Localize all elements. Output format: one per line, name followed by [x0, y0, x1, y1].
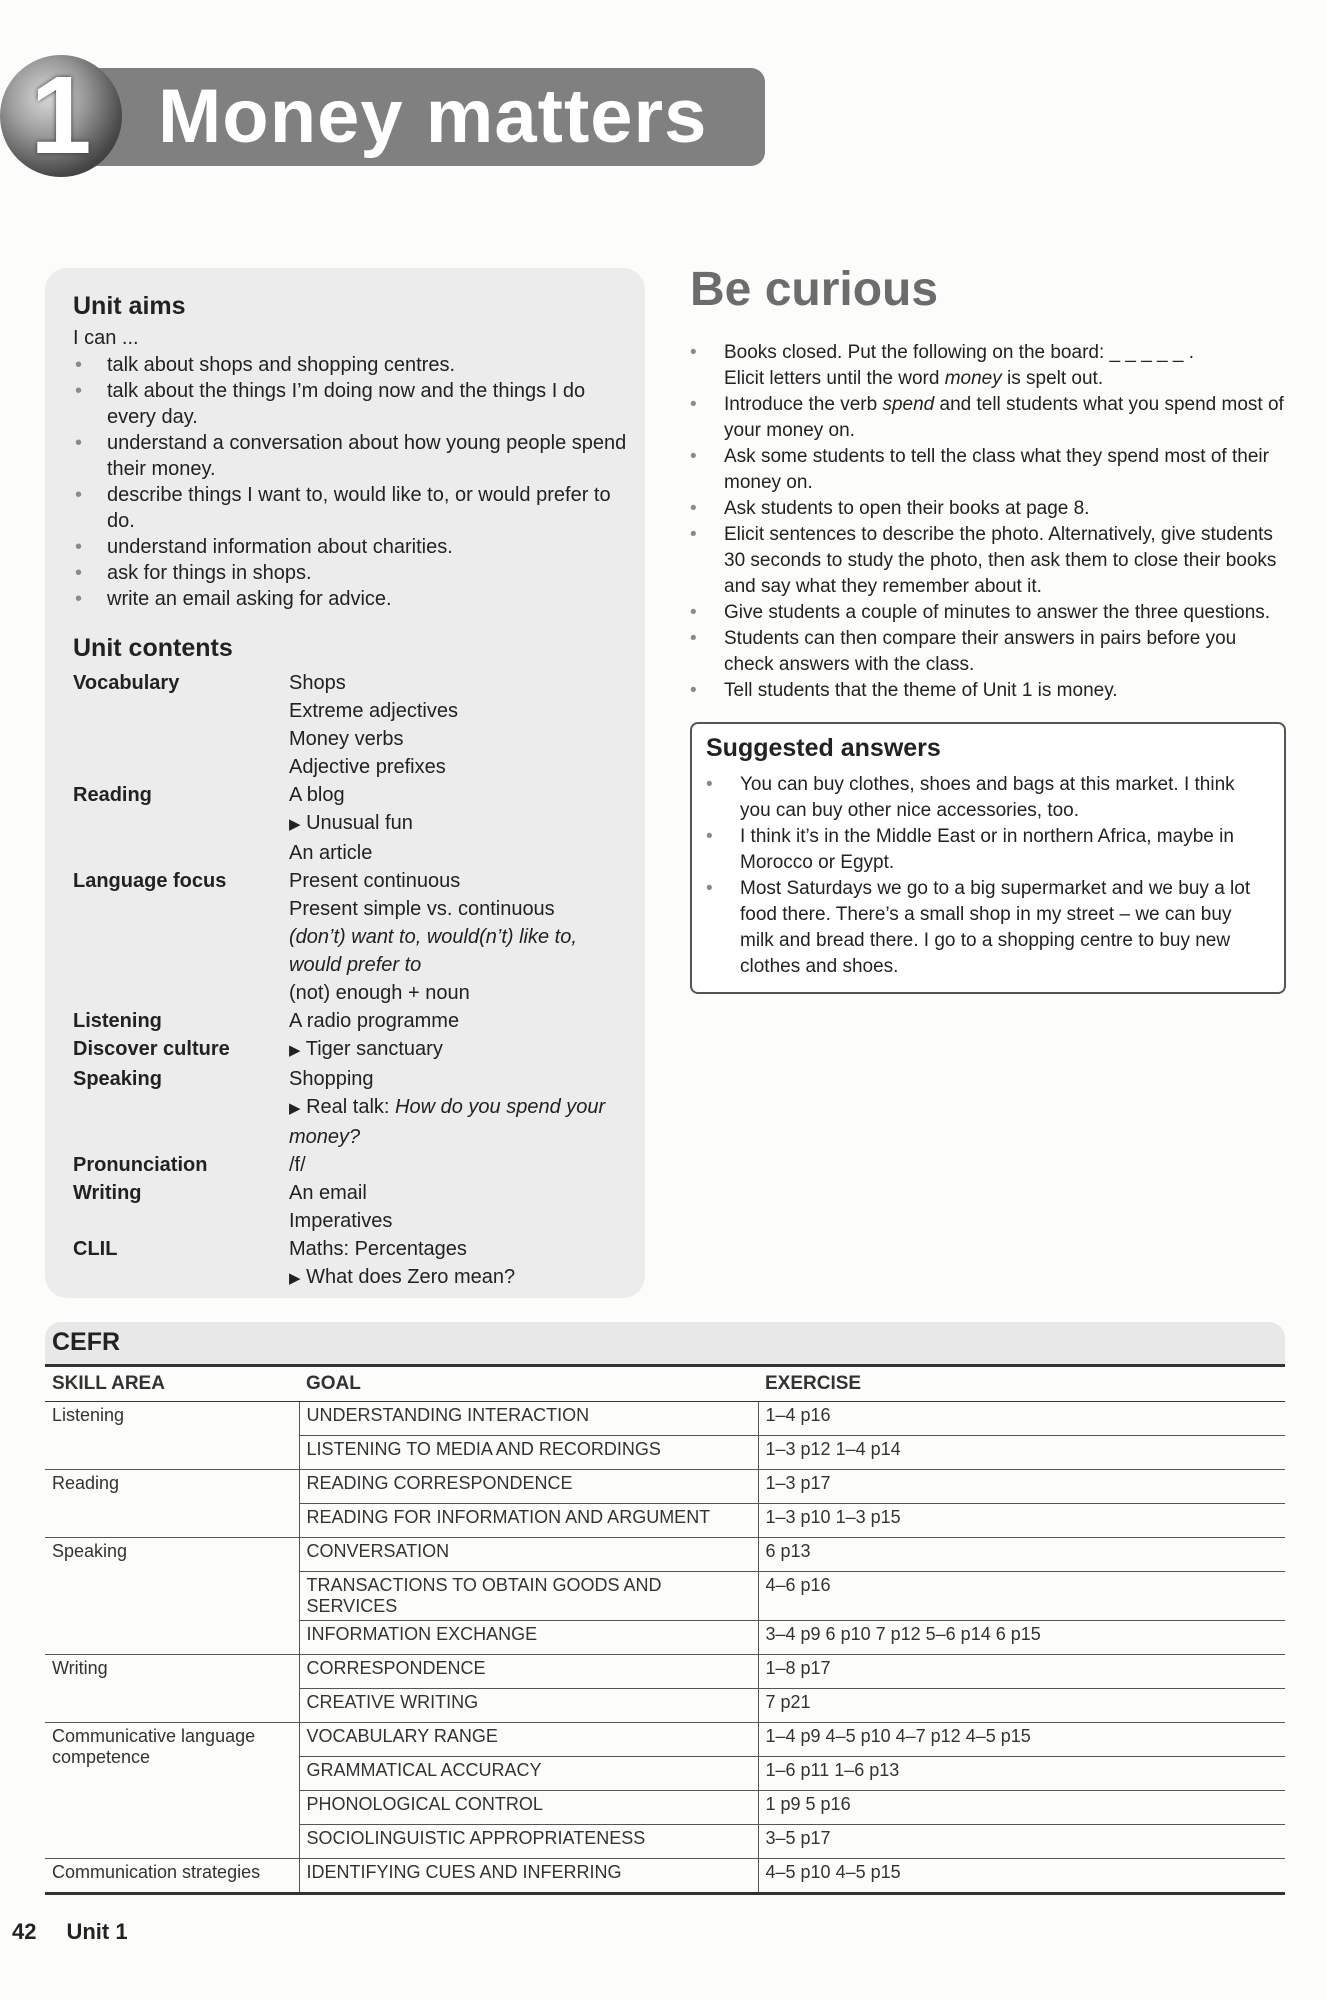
- list-item: • Students can then compare their answers in pairs before you check answers with the class.: [690, 626, 1290, 678]
- list-item: • I think it’s in the Middle East or in northern Africa, maybe in Morocco or Egypt.: [706, 824, 1266, 876]
- table-row: [45, 1402, 1285, 1436]
- unit-aims-intro: I can ...: [73, 327, 139, 349]
- goal-cell: READING CORRESPONDENCE: [299, 1470, 758, 1504]
- goal-cell: INFORMATION EXCHANGE: [299, 1621, 758, 1655]
- exercise-cell: 3–4 p9 6 p10 7 p12 5–6 p14 6 p15: [758, 1621, 1285, 1655]
- skill-cell: Speaking: [45, 1538, 299, 1572]
- contents-item: Adjective prefixes: [289, 756, 446, 778]
- exercise-cell: 1–3 p17: [758, 1470, 1285, 1504]
- contents-item: A radio programme: [289, 1010, 460, 1032]
- skill-cell: [45, 1689, 299, 1723]
- skill-cell: Communicative language competence: [45, 1723, 299, 1859]
- table-row: [45, 1655, 1285, 1689]
- list-item: • describe things I want to, would like to, or would prefer to do.: [73, 482, 633, 534]
- be-curious-heading: Be curious: [690, 263, 939, 316]
- cefr-table: [45, 1364, 1285, 1895]
- table-row: [45, 1470, 1285, 1504]
- contents-label: Reading: [73, 784, 152, 806]
- exercise-cell: 6 p13: [758, 1538, 1285, 1572]
- contents-item: ▶ Tiger sanctuary: [289, 1038, 443, 1060]
- contents-item: Money verbs: [289, 728, 404, 750]
- exercise-cell: 1–8 p17: [758, 1655, 1285, 1689]
- table-header-row: [45, 1366, 1285, 1402]
- contents-label: Pronunciation: [73, 1154, 208, 1176]
- contents-item: Present continuous: [289, 870, 461, 892]
- skill-cell: Writing: [45, 1655, 299, 1689]
- skill-cell: [45, 1621, 299, 1655]
- list-item: • Elicit sentences to describe the photo. Alternatively, give students 30 seconds to study the photo, then ask them to close their books and say what they remember about it.: [690, 522, 1290, 600]
- contents-item: A blog: [289, 784, 345, 806]
- contents-row-clil: [73, 1235, 633, 1293]
- contents-item: (not) enough + noun: [289, 982, 470, 1004]
- list-item: • You can buy clothes, shoes and bags at this market. I think you can buy other nice accessories, too.: [706, 772, 1266, 824]
- list-item: • understand information about charities.: [73, 534, 633, 560]
- contents-row-speaking: [73, 1065, 633, 1151]
- goal-cell: SOCIOLINGUISTIC APPROPRIATENESS: [299, 1825, 758, 1859]
- table-row: [45, 1538, 1285, 1572]
- video-icon: ▶: [289, 1270, 301, 1287]
- contents-item: Present simple vs. continuous: [289, 898, 555, 920]
- page-title: Money matters: [158, 74, 708, 159]
- contents-item: Shopping: [289, 1068, 374, 1090]
- skill-cell: [45, 1504, 299, 1538]
- contents-label: Language focus: [73, 870, 227, 892]
- table-row: [45, 1689, 1285, 1723]
- contents-item: Shops: [289, 672, 346, 694]
- contents-item: ▶ Real talk: How do you spend your money?: [289, 1096, 606, 1148]
- video-icon: ▶: [289, 816, 301, 833]
- skill-cell: [45, 1572, 299, 1621]
- be-curious-steps: [690, 340, 1290, 704]
- table-row: [45, 1621, 1285, 1655]
- skill-cell: [45, 1436, 299, 1470]
- list-item: • Introduce the verb spend and tell students what you spend most of your money on.: [690, 392, 1290, 444]
- cefr-title: CEFR: [52, 1328, 121, 1356]
- skill-cell: Listening: [45, 1402, 299, 1436]
- contents-label: Vocabulary: [73, 672, 180, 694]
- list-item: • Give students a couple of minutes to answer the three questions.: [690, 600, 1290, 626]
- exercise-cell: 4–6 p16: [758, 1572, 1285, 1621]
- video-icon: ▶: [289, 1100, 301, 1117]
- contents-row-writing: [73, 1179, 633, 1235]
- list-item: • Ask students to open their books at page 8.: [690, 496, 1290, 522]
- cefr-header-bar: [45, 1322, 1285, 1366]
- unit-aims-panel: [45, 268, 645, 1298]
- skill-cell: Reading: [45, 1470, 299, 1504]
- goal-cell: LISTENING TO MEDIA AND RECORDINGS: [299, 1436, 758, 1470]
- goal-cell: IDENTIFYING CUES AND INFERRING: [299, 1859, 758, 1894]
- contents-item: An email: [289, 1182, 367, 1204]
- contents-label: Discover culture: [73, 1038, 230, 1060]
- goal-cell: TRANSACTIONS TO OBTAIN GOODS AND SERVICES: [299, 1572, 758, 1621]
- goal-cell: GRAMMATICAL ACCURACY: [299, 1757, 758, 1791]
- suggested-answers-list: [706, 772, 1266, 980]
- contents-item: ▶ Unusual fun: [289, 812, 413, 834]
- column-header-skill-area: SKILL AREA: [45, 1366, 299, 1402]
- goal-cell: VOCABULARY RANGE: [299, 1723, 758, 1757]
- column-header-exercise: EXERCISE: [758, 1366, 1285, 1402]
- contents-item: ▶ What does Zero mean?: [289, 1266, 516, 1288]
- column-header-goal: GOAL: [299, 1366, 758, 1402]
- list-item: • talk about the things I’m doing now and the things I do every day.: [73, 378, 633, 430]
- exercise-cell: 1–6 p11 1–6 p13: [758, 1757, 1285, 1791]
- exercise-cell: 3–5 p17: [758, 1825, 1285, 1859]
- exercise-cell: 1–3 p12 1–4 p14: [758, 1436, 1285, 1470]
- suggested-answers-title: Suggested answers: [706, 734, 941, 762]
- table-row: [45, 1436, 1285, 1470]
- video-icon: ▶: [289, 1042, 301, 1059]
- suggested-answers-box: [690, 722, 1286, 994]
- contents-label: Listening: [73, 1010, 162, 1032]
- contents-label: CLIL: [73, 1238, 118, 1260]
- goal-cell: CREATIVE WRITING: [299, 1689, 758, 1723]
- unit-number: 1: [30, 54, 92, 177]
- list-item: • write an email asking for advice.: [73, 586, 633, 612]
- goal-cell: CORRESPONDENCE: [299, 1655, 758, 1689]
- table-row: [45, 1572, 1285, 1621]
- exercise-cell: 4–5 p10 4–5 p15: [758, 1859, 1285, 1894]
- list-item: • Most Saturdays we go to a big supermarket and we buy a lot food there. There’s a small shop in my street – we can buy milk and bread there. I go to a shopping centre to buy new clothes and shoes.: [706, 876, 1266, 980]
- unit-aims-content: [73, 292, 633, 1293]
- goal-cell: UNDERSTANDING INTERACTION: [299, 1402, 758, 1436]
- exercise-cell: 1–4 p16: [758, 1402, 1285, 1436]
- skill-cell: Communication strategies: [45, 1859, 299, 1894]
- goal-cell: PHONOLOGICAL CONTROL: [299, 1791, 758, 1825]
- unit-contents-title: Unit contents: [73, 634, 233, 662]
- contents-label: Writing: [73, 1182, 142, 1204]
- contents-item: Extreme adjectives: [289, 700, 458, 722]
- page-number: 42: [12, 1919, 37, 1944]
- goal-cell: CONVERSATION: [299, 1538, 758, 1572]
- unit-aims-title: Unit aims: [73, 292, 186, 320]
- contents-item: Maths: Percentages: [289, 1238, 467, 1260]
- list-item: • Books closed. Put the following on the board: _ _ _ _ _ . Elicit letters until the word money is spelt out.: [690, 340, 1290, 392]
- exercise-cell: 7 p21: [758, 1689, 1285, 1723]
- table-row: [45, 1504, 1285, 1538]
- list-item: • ask for things in shops.: [73, 560, 633, 586]
- exercise-cell: 1–3 p10 1–3 p15: [758, 1504, 1285, 1538]
- contents-row-pronunciation: [73, 1151, 633, 1179]
- contents-item: /f/: [289, 1154, 306, 1176]
- exercise-cell: 1–4 p9 4–5 p10 4–7 p12 4–5 p15: [758, 1723, 1285, 1757]
- contents-item: (don’t) want to, would(n’t) like to, would prefer to: [289, 926, 577, 976]
- table-row: [45, 1723, 1285, 1757]
- unit-aims-list: [73, 352, 633, 612]
- list-item: • understand a conversation about how young people spend their money.: [73, 430, 633, 482]
- contents-item: Imperatives: [289, 1210, 393, 1232]
- contents-row-discover-culture: [73, 1035, 633, 1065]
- unit-label: Unit 1: [66, 1919, 128, 1944]
- list-item: • Ask some students to tell the class what they spend most of their money on.: [690, 444, 1290, 496]
- contents-row-reading: [73, 781, 633, 867]
- contents-row-vocabulary: [73, 669, 633, 781]
- exercise-cell: 1 p9 5 p16: [758, 1791, 1285, 1825]
- contents-item: An article: [289, 842, 373, 864]
- contents-label: Speaking: [73, 1068, 162, 1090]
- goal-cell: READING FOR INFORMATION AND ARGUMENT: [299, 1504, 758, 1538]
- list-item: • Tell students that the theme of Unit 1 is money.: [690, 678, 1290, 704]
- page-footer: [12, 1919, 158, 1945]
- contents-row-language-focus: [73, 867, 633, 1007]
- list-item: • talk about shops and shopping centres.: [73, 352, 633, 378]
- table-row: [45, 1859, 1285, 1894]
- contents-row-listening: [73, 1007, 633, 1035]
